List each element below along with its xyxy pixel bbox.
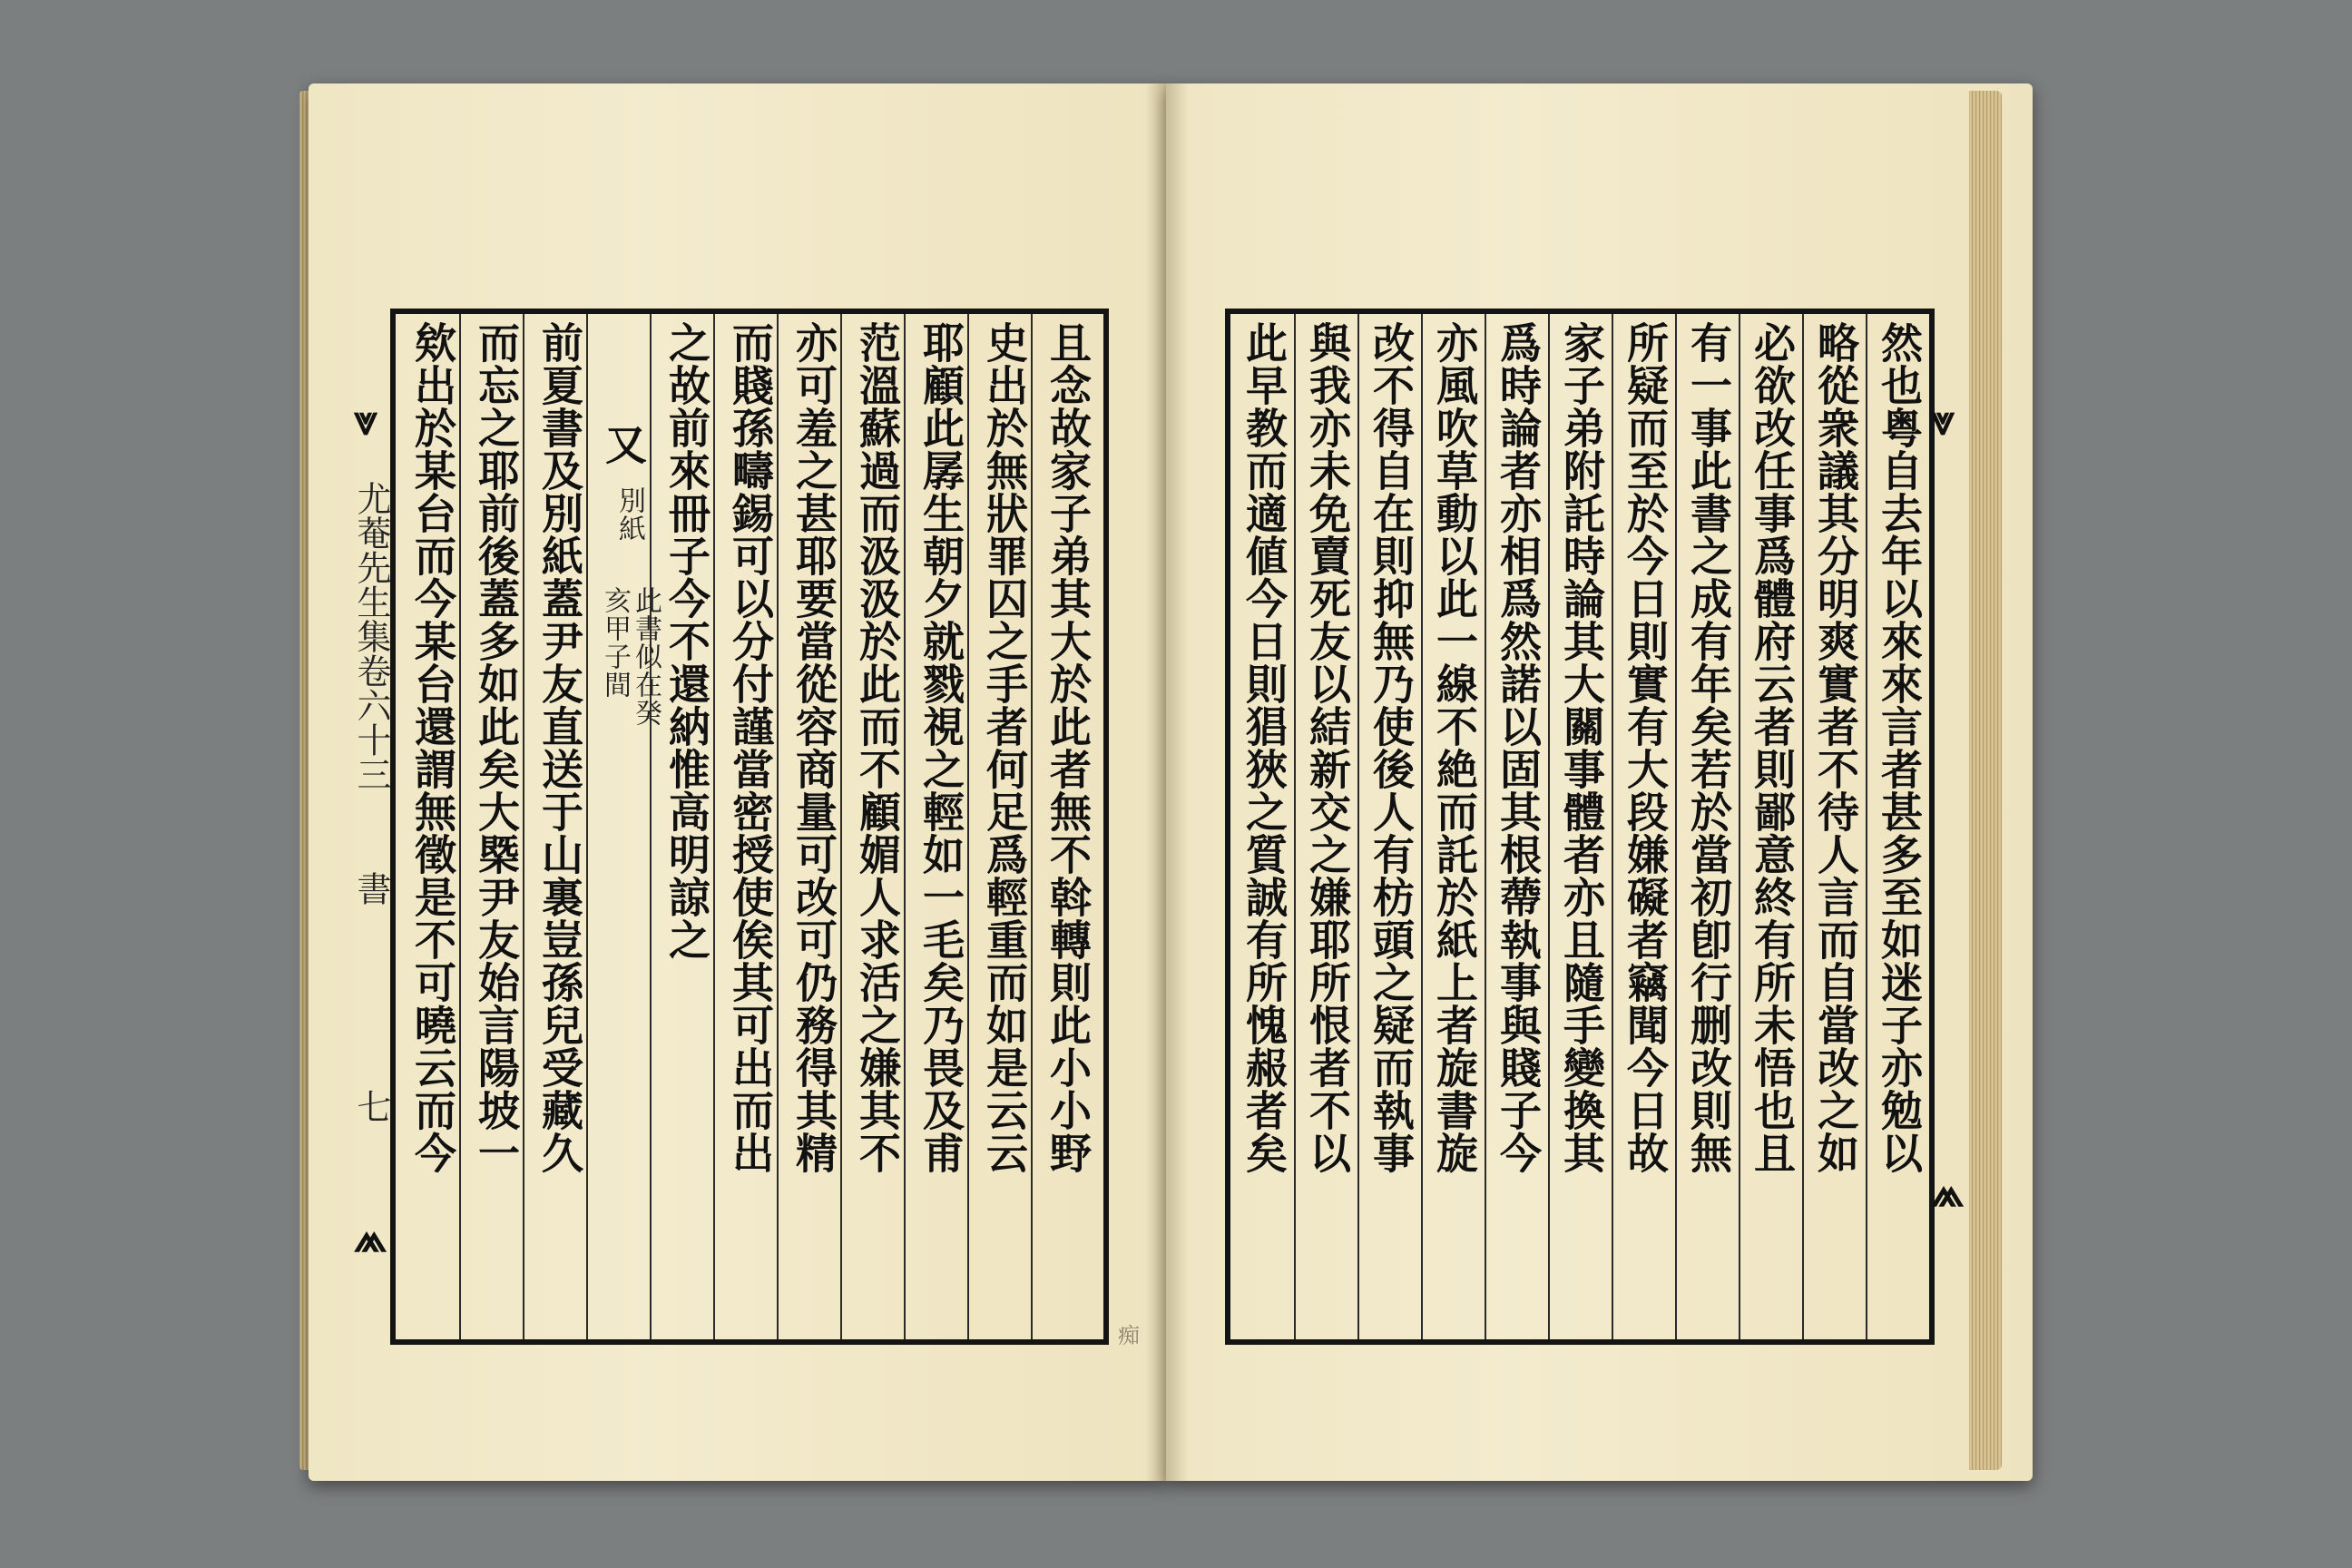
right-column-5: 所疑而至於今日則實有大段嫌礙者竊聞今日故 xyxy=(1621,321,1670,1174)
section-heading: 又 xyxy=(599,423,648,466)
right-column-7: 爲時論者亦相爲然諾以固其根蔕執事與賤子今 xyxy=(1494,321,1543,1174)
left-column-10: 欸出於某台而今某台還謂無徵是不可曉云而今 xyxy=(408,321,457,1174)
lower-fishtail-right: ⩕ xyxy=(1931,1167,1965,1216)
lower-fishtail-left: ⩕ xyxy=(354,1212,387,1261)
leaf-number: 七 xyxy=(351,1089,391,1123)
left-column-5: 亦可羞之甚耶要當從容商量可改可仍務得其精 xyxy=(789,321,838,1174)
left-text-frame xyxy=(390,309,1109,1345)
left-column-6: 而賤孫疇錫可以分付謹當密授使俟其可出而出 xyxy=(726,321,775,1174)
upper-fishtail-right: ⩔ xyxy=(1931,396,1955,445)
right-column-11: 此早教而適値今日則猖狹之質誠有所愧赧者矣 xyxy=(1240,321,1289,1174)
book-gutter xyxy=(1145,83,1189,1481)
right-text-frame xyxy=(1225,309,1935,1345)
section-label: 書 xyxy=(351,871,391,906)
left-column-4: 范溫蘇過而汲汲於此而不顧媚人求活之嫌其不 xyxy=(853,321,902,1174)
left-column-1: 且念故家子弟其大於此者無不斡轉則此小小野 xyxy=(1044,321,1093,1174)
left-column-9: 而忘之耶前後蓋多如此矣大槩尹友始言陽坡一 xyxy=(472,321,521,1174)
right-column-4: 有一事此書之成有年矣若於當初卽行删改則無 xyxy=(1684,321,1733,1174)
left-column-8: 前夏書及別紙蓋尹友直送于山裏豈孫兒受藏久 xyxy=(535,321,584,1174)
right-column-9: 改不得自在則抑無乃使後人有枋頭之疑而執事 xyxy=(1367,321,1416,1174)
small-stamp-mark: 痴 xyxy=(1118,1323,1140,1348)
left-column-3: 耶顧此孱生朝夕就戮視之輕如一毛矣乃畏及甫 xyxy=(916,321,965,1174)
left-column-7: 之故前來冊子今不還納惟高明諒之 xyxy=(662,321,711,961)
right-column-2: 略從衆議其分明爽實者不待人言而自當改之如 xyxy=(1811,321,1860,1174)
right-column-8: 亦風吹草動以此一線不絶而託於紙上者旋書旋 xyxy=(1430,321,1479,1174)
right-column-6: 家子弟附託時論其大關事體者亦且隨手變換其 xyxy=(1557,321,1606,1174)
note-line-2: 亥甲子間 xyxy=(599,586,631,699)
right-column-3: 必欲改任事爲體府云者則鄙意終有所未悟也且 xyxy=(1748,321,1797,1174)
right-column-10: 與我亦未免賣死友以結新交之嫌耶所恨者不以 xyxy=(1303,321,1352,1174)
left-column-2: 史出於無狀罪囚之手者何足爲輕重而如是云云 xyxy=(980,321,1029,1174)
volume-title: 尤菴先生集卷六十三 xyxy=(351,481,391,791)
upper-fishtail-left: ⩔ xyxy=(354,396,377,445)
subtitle: 別紙 xyxy=(613,486,645,543)
note-line-1: 此書似在癸 xyxy=(630,586,662,727)
right-page-edge xyxy=(1969,91,2002,1470)
right-column-1: 然也粤自去年以來來言者甚多至如迷子亦勉以 xyxy=(1875,321,1924,1174)
